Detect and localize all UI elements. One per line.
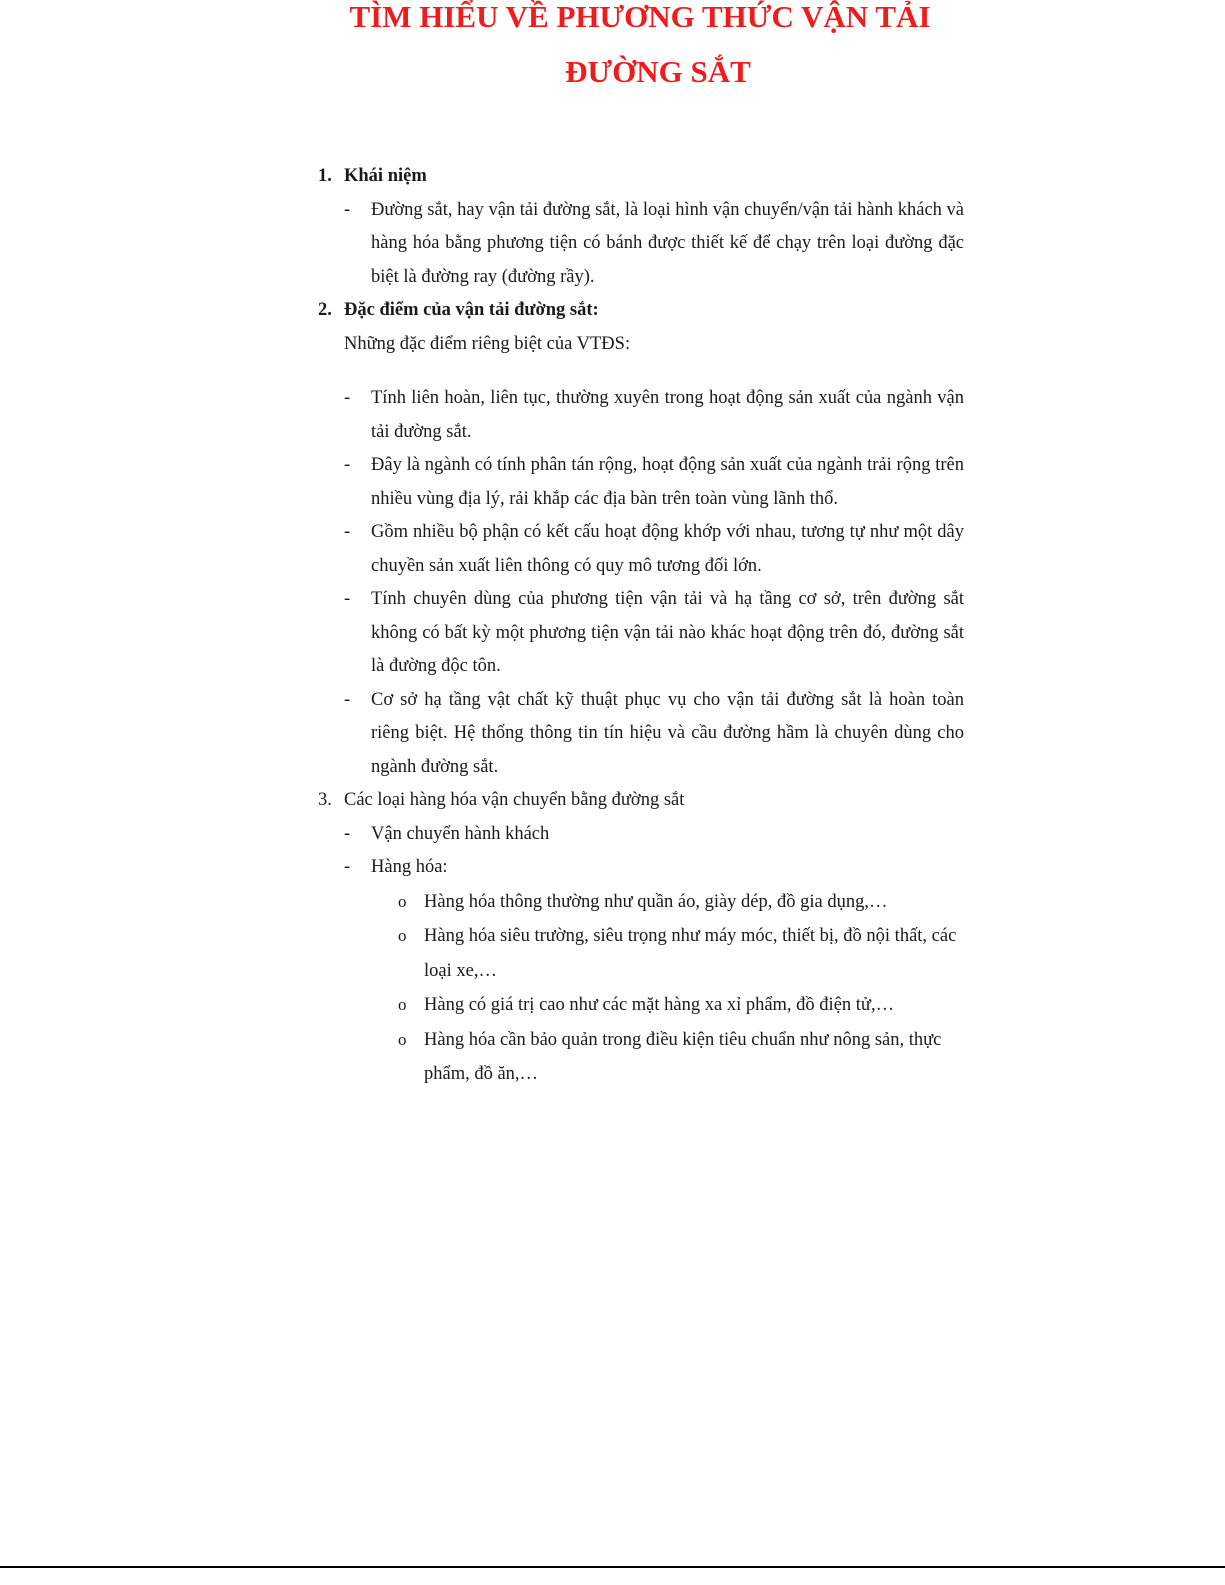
section-3-subitem-4-text: Hàng hóa cần bảo quản trong điều kiện tiêu chuẩn như nông sản, thực phẩm, đồ ăn,… bbox=[424, 1029, 942, 1084]
circle-bullet-icon: o bbox=[398, 891, 407, 911]
section-3-subitem-3 bbox=[318, 988, 964, 1023]
section-1-number: 1. bbox=[318, 166, 332, 186]
section-2-item-5-text: Cơ sở hạ tầng vật chất kỹ thuật phục vụ cho vận tải đường sắt là hoàn toàn riêng biệt. Hệ thống thông tin tín hiệu và cầu đường hầm là chuyên dùng cho ngành đường sắt. bbox=[371, 689, 964, 777]
dash-bullet: - bbox=[344, 455, 351, 475]
section-2-item-2-text: Đây là ngành có tính phân tán rộng, hoạt động sản xuất của ngành trải rộng trên nhiều vùng địa lý, rải khắp các địa bàn trên toàn vùng lãnh thổ. bbox=[371, 455, 964, 509]
document-body bbox=[318, 160, 964, 1092]
section-2-item-4 bbox=[318, 583, 964, 684]
section-3-subitem-1 bbox=[318, 885, 964, 920]
section-2-item-1 bbox=[318, 382, 964, 449]
section-2-item-4-text: Tính chuyên dùng của phương tiện vận tải và hạ tầng cơ sở, trên đường sắt không có bất kỳ một phương tiện vận tải nào khác hoạt động trên đó, đường sắt là đường độc tôn. bbox=[371, 589, 964, 676]
section-2-title: Đặc điểm của vận tải đường sắt: bbox=[344, 300, 599, 320]
section-2-intro: Những đặc điểm riêng biệt của VTĐS: bbox=[344, 333, 631, 354]
page-bottom-rule bbox=[0, 1566, 1225, 1568]
section-3-subitem-2 bbox=[318, 919, 964, 988]
title-line-1: TÌM HIỂU VỀ PHƯƠNG THỨC VẬN TẢI bbox=[349, 0, 931, 34]
section-2-item-5 bbox=[318, 684, 964, 785]
section-3-number: 3. bbox=[318, 790, 332, 810]
dash-bullet: - bbox=[344, 823, 351, 844]
dash-bullet: - bbox=[344, 388, 351, 408]
section-2-item-3-text: Gồm nhiều bộ phận có kết cấu hoạt động khớp với nhau, tương tự như một dây chuyền sản xuất liên thông có quy mô tương đối lớn. bbox=[371, 522, 964, 576]
section-3-subitem-2-text: Hàng hóa siêu trường, siêu trọng như máy móc, thiết bị, đồ nội thất, các loại xe,… bbox=[424, 926, 957, 981]
dash-bullet: - bbox=[344, 689, 351, 710]
section-3-item-2 bbox=[318, 851, 964, 885]
dash-bullet: - bbox=[344, 522, 351, 542]
section-2-item-1-text: Tính liên hoàn, liên tục, thường xuyên trong hoạt động sản xuất của ngành vận tải đường sắt. bbox=[371, 388, 964, 442]
section-3-heading bbox=[318, 784, 964, 818]
section-3-subitem-3-text: Hàng có giá trị cao như các mặt hàng xa xỉ phẩm, đồ điện tử,… bbox=[424, 995, 895, 1015]
section-1-item-1 bbox=[318, 194, 964, 295]
section-3-subitem-1-text: Hàng hóa thông thường như quần áo, giày dép, đồ gia dụng,… bbox=[424, 891, 888, 912]
title-line-2: ĐƯỜNG SẮT bbox=[565, 54, 751, 89]
section-2-item-2 bbox=[318, 449, 964, 516]
section-2-number: 2. bbox=[318, 300, 332, 320]
section-1-title: Khái niệm bbox=[344, 166, 427, 186]
circle-bullet-icon: o bbox=[398, 926, 407, 945]
circle-bullet-icon: o bbox=[398, 1029, 407, 1049]
section-1-heading bbox=[318, 160, 964, 194]
circle-bullet-icon: o bbox=[398, 995, 407, 1014]
dash-bullet: - bbox=[344, 589, 351, 609]
section-3-subitem-4 bbox=[318, 1023, 964, 1092]
dash-bullet: - bbox=[344, 857, 351, 877]
dash-bullet: - bbox=[344, 199, 351, 220]
section-3-item-1-text: Vận chuyển hành khách bbox=[371, 823, 550, 844]
section-3-title: Các loại hàng hóa vận chuyển bằng đường sắt bbox=[344, 790, 685, 810]
section-3-item-2-text: Hàng hóa: bbox=[371, 857, 448, 877]
section-2-item-3 bbox=[318, 516, 964, 583]
section-3-item-1 bbox=[318, 818, 964, 852]
section-1-item-1-text: Đường sắt, hay vận tải đường sắt, là loại hình vận chuyển/vận tải hành khách và hàng hóa bằng phương tiện có bánh được thiết kế để chạy trên loại đường đặc biệt là đường ray (đường rầy). bbox=[371, 199, 964, 287]
paragraph-gap bbox=[318, 361, 964, 382]
section-2-heading bbox=[318, 294, 964, 328]
